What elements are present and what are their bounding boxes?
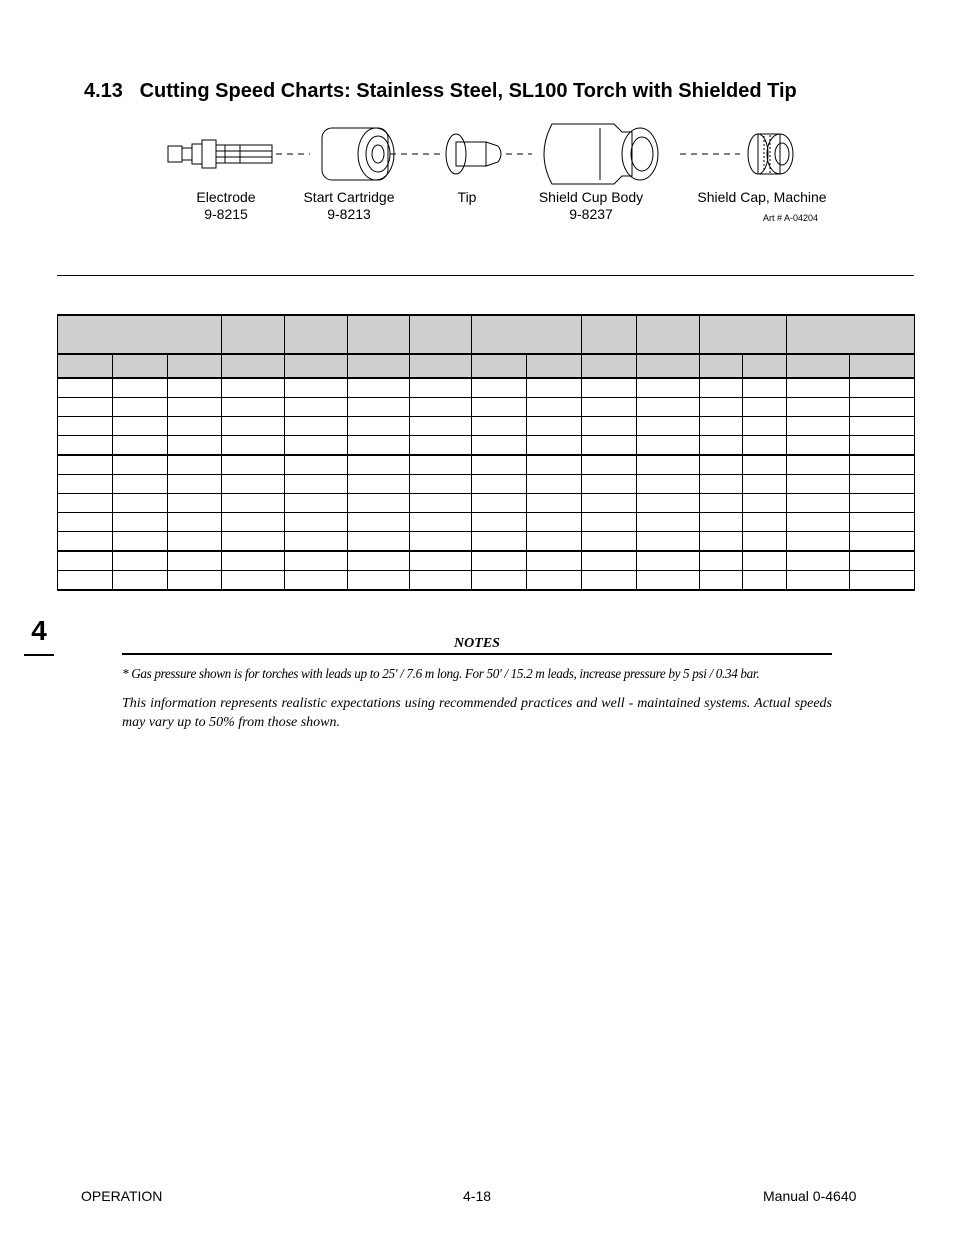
table-cell	[410, 455, 472, 475]
table-cell	[582, 378, 637, 398]
table-cell	[168, 398, 222, 417]
table-cell	[472, 513, 527, 532]
table-cell	[472, 571, 527, 591]
table-cell	[285, 513, 348, 532]
table-cell	[527, 417, 582, 436]
table-cell	[113, 494, 168, 513]
table-cell	[850, 417, 915, 436]
table-cell	[285, 475, 348, 494]
table-cell	[527, 571, 582, 591]
table-cell	[850, 398, 915, 417]
table-cell	[787, 436, 850, 456]
table-cell	[743, 398, 787, 417]
table-cell	[285, 417, 348, 436]
table-cell	[113, 475, 168, 494]
table-cell	[472, 417, 527, 436]
footer-page-number: 4-18	[463, 1188, 492, 1204]
table-cell	[348, 436, 410, 456]
table-cell	[700, 417, 743, 436]
table-row	[58, 513, 915, 532]
table-cell	[285, 532, 348, 552]
table-cell	[168, 378, 222, 398]
footer-section: OPERATION	[81, 1188, 163, 1204]
subheader-cell	[348, 354, 410, 378]
table-cell	[743, 455, 787, 475]
subheader-cell	[410, 354, 472, 378]
table-cell	[637, 475, 700, 494]
header-cell	[58, 315, 222, 354]
subheader-cell	[58, 354, 113, 378]
table-cell	[348, 475, 410, 494]
table-cell	[527, 532, 582, 552]
table-cell	[637, 436, 700, 456]
table-cell	[743, 378, 787, 398]
start-cartridge-drawing	[322, 128, 394, 180]
table-cell	[787, 378, 850, 398]
table-cell	[410, 398, 472, 417]
table-cell	[348, 571, 410, 591]
table-cell	[787, 417, 850, 436]
table-cell	[700, 571, 743, 591]
header-cell	[787, 315, 915, 354]
table-cell	[410, 378, 472, 398]
table-row	[58, 398, 915, 417]
table-cell	[58, 417, 113, 436]
table-cell	[222, 475, 285, 494]
cutting-speed-table	[57, 314, 915, 591]
table-row	[58, 475, 915, 494]
table-cell	[222, 532, 285, 552]
table-cell	[348, 513, 410, 532]
table-cell	[787, 551, 850, 571]
table-cell	[113, 398, 168, 417]
table-cell	[410, 475, 472, 494]
table-cell	[285, 494, 348, 513]
table-cell	[113, 378, 168, 398]
header-cell	[700, 315, 787, 354]
table-cell	[113, 513, 168, 532]
table-cell	[410, 513, 472, 532]
table-cell	[222, 378, 285, 398]
section-heading	[84, 80, 797, 103]
table-cell	[700, 455, 743, 475]
table-cell	[348, 455, 410, 475]
table-cell	[527, 475, 582, 494]
section-title: Cutting Speed Charts: Stainless Steel, SL100 Torch with Shielded Tip	[139, 80, 797, 102]
subheader-cell	[285, 354, 348, 378]
table-cell	[850, 455, 915, 475]
table-cell	[637, 513, 700, 532]
table-cell	[348, 417, 410, 436]
table-body	[58, 378, 915, 590]
table-cell	[700, 436, 743, 456]
section-number: 4.13	[84, 80, 123, 102]
table-cell	[222, 398, 285, 417]
table-cell	[582, 398, 637, 417]
table-cell	[527, 378, 582, 398]
table-cell	[285, 436, 348, 456]
table-cell	[582, 532, 637, 552]
table-cell	[527, 513, 582, 532]
table-cell	[637, 532, 700, 552]
table-cell	[700, 551, 743, 571]
electrode-drawing	[168, 140, 272, 168]
table-row	[58, 494, 915, 513]
table-cell	[582, 571, 637, 591]
table-cell	[168, 417, 222, 436]
table-cell	[582, 513, 637, 532]
subheader-cell	[527, 354, 582, 378]
table-cell	[410, 571, 472, 591]
table-row	[58, 455, 915, 475]
table-cell	[168, 436, 222, 456]
shield-cap-drawing	[748, 134, 793, 174]
table-cell	[410, 417, 472, 436]
table-cell	[222, 455, 285, 475]
table-cell	[743, 494, 787, 513]
table-cell	[787, 494, 850, 513]
table-cell	[348, 398, 410, 417]
table-cell	[285, 571, 348, 591]
header-cell	[472, 315, 582, 354]
table-cell	[113, 436, 168, 456]
table-cell	[787, 532, 850, 552]
table-cell	[285, 398, 348, 417]
table-cell	[582, 551, 637, 571]
table-cell	[113, 455, 168, 475]
table-cell	[582, 494, 637, 513]
table-cell	[743, 571, 787, 591]
table-cell	[472, 398, 527, 417]
table-cell	[58, 475, 113, 494]
table-cell	[700, 475, 743, 494]
table-cell	[850, 551, 915, 571]
header-cell	[410, 315, 472, 354]
table-cell	[743, 532, 787, 552]
note-gas-pressure: * Gas pressure shown is for torches with leads up to 25' / 7.6 m long. For 50' / 15.2 m leads, increase pressure by 5 psi / 0.34 bar.	[122, 666, 760, 681]
subheader-cell	[168, 354, 222, 378]
table-cell	[348, 532, 410, 552]
table-cell	[222, 436, 285, 456]
subheader-cell	[743, 354, 787, 378]
header-cell	[582, 315, 637, 354]
table-row	[58, 532, 915, 552]
table-cell	[58, 398, 113, 417]
subheader-cell	[472, 354, 527, 378]
table-cell	[787, 571, 850, 591]
table-cell	[850, 475, 915, 494]
table-cell	[637, 417, 700, 436]
header-cell	[637, 315, 700, 354]
table-cell	[700, 532, 743, 552]
table-cell	[113, 551, 168, 571]
table-cell	[637, 494, 700, 513]
part-name: Electrode	[196, 189, 256, 205]
table-cell	[222, 571, 285, 591]
part-number: 9-8213	[327, 206, 371, 222]
table-cell	[850, 494, 915, 513]
notes-title: NOTES	[454, 636, 500, 651]
table-cell	[637, 398, 700, 417]
table-cell	[700, 494, 743, 513]
table-cell	[168, 494, 222, 513]
table-cell	[637, 455, 700, 475]
section-tab-underline	[24, 654, 54, 656]
table-cell	[582, 455, 637, 475]
parts-drawing	[0, 118, 954, 198]
table-cell	[168, 551, 222, 571]
table-cell	[700, 513, 743, 532]
footer-manual-number: Manual 0-4640	[763, 1188, 857, 1204]
part-electrode	[186, 189, 266, 223]
table-cell	[58, 378, 113, 398]
part-name: Shield Cap, Machine	[697, 189, 827, 205]
table-cell	[410, 494, 472, 513]
table-subheader-row	[58, 354, 915, 378]
subheader-cell	[787, 354, 850, 378]
part-start-cartridge	[294, 189, 404, 223]
table-cell	[58, 494, 113, 513]
table-cell	[168, 513, 222, 532]
table-cell	[637, 551, 700, 571]
table-cell	[285, 378, 348, 398]
tip-drawing	[446, 134, 501, 174]
table-cell	[168, 455, 222, 475]
table-cell	[285, 551, 348, 571]
table-cell	[472, 494, 527, 513]
shield-cup-drawing	[544, 124, 658, 184]
table-cell	[472, 475, 527, 494]
table-row	[58, 436, 915, 456]
note-disclaimer: This information represents realistic expectations using recommended practices and well - maintained systems. Actual speeds may vary up to 50% from those shown.	[122, 696, 832, 730]
table-cell	[743, 436, 787, 456]
table-cell	[472, 455, 527, 475]
table-cell	[700, 378, 743, 398]
table-cell	[168, 532, 222, 552]
table-cell	[222, 513, 285, 532]
table-cell	[472, 378, 527, 398]
table-cell	[850, 513, 915, 532]
table-cell	[348, 494, 410, 513]
table-cell	[637, 378, 700, 398]
table-cell	[58, 513, 113, 532]
table-row	[58, 551, 915, 571]
table-cell	[787, 513, 850, 532]
subheader-cell	[113, 354, 168, 378]
table-row	[58, 417, 915, 436]
table-cell	[527, 436, 582, 456]
part-number: 9-8237	[569, 206, 613, 222]
table-cell	[168, 475, 222, 494]
table-row	[58, 378, 915, 398]
part-shield-cap	[692, 189, 832, 206]
table-cell	[168, 571, 222, 591]
section-divider	[57, 275, 914, 276]
art-number: Art # A-04204	[763, 213, 819, 223]
table-cell	[58, 455, 113, 475]
part-shield-cup-body	[531, 189, 651, 223]
table-cell	[285, 455, 348, 475]
table-cell	[527, 455, 582, 475]
table-cell	[472, 532, 527, 552]
table-cell	[787, 398, 850, 417]
table-cell	[527, 551, 582, 571]
table-cell	[410, 532, 472, 552]
table-cell	[348, 378, 410, 398]
part-name: Start Cartridge	[303, 189, 395, 205]
notes-divider	[122, 653, 832, 655]
table-cell	[113, 532, 168, 552]
subheader-cell	[637, 354, 700, 378]
subheader-cell	[700, 354, 743, 378]
header-cell	[348, 315, 410, 354]
section-tab: 4	[31, 615, 47, 646]
table-cell	[58, 436, 113, 456]
table-cell	[850, 571, 915, 591]
table-cell	[582, 417, 637, 436]
table-cell	[410, 551, 472, 571]
table-row	[58, 571, 915, 591]
table-cell	[582, 475, 637, 494]
table-cell	[222, 494, 285, 513]
table-cell	[222, 551, 285, 571]
table-cell	[58, 532, 113, 552]
part-tip	[447, 189, 487, 206]
table-cell	[743, 513, 787, 532]
table-cell	[787, 455, 850, 475]
table-cell	[700, 398, 743, 417]
table-cell	[787, 475, 850, 494]
table-cell	[637, 571, 700, 591]
table-cell	[410, 436, 472, 456]
part-name: Tip	[457, 189, 477, 205]
table-cell	[850, 378, 915, 398]
table-cell	[582, 436, 637, 456]
table-cell	[348, 551, 410, 571]
table-cell	[850, 532, 915, 552]
table-cell	[472, 551, 527, 571]
table-cell	[472, 436, 527, 456]
subheader-cell	[222, 354, 285, 378]
table-cell	[113, 417, 168, 436]
table-cell	[527, 494, 582, 513]
table-cell	[743, 417, 787, 436]
header-cell	[285, 315, 348, 354]
table-cell	[113, 571, 168, 591]
part-name: Shield Cup Body	[538, 189, 644, 205]
subheader-cell	[582, 354, 637, 378]
header-cell	[222, 315, 285, 354]
table-cell	[527, 398, 582, 417]
table-cell	[58, 551, 113, 571]
table-header-row	[58, 315, 915, 354]
subheader-cell	[850, 354, 915, 378]
table-cell	[743, 551, 787, 571]
table-cell	[850, 436, 915, 456]
table-cell	[222, 417, 285, 436]
part-number: 9-8215	[204, 206, 248, 222]
table-cell	[743, 475, 787, 494]
table-cell	[58, 571, 113, 591]
